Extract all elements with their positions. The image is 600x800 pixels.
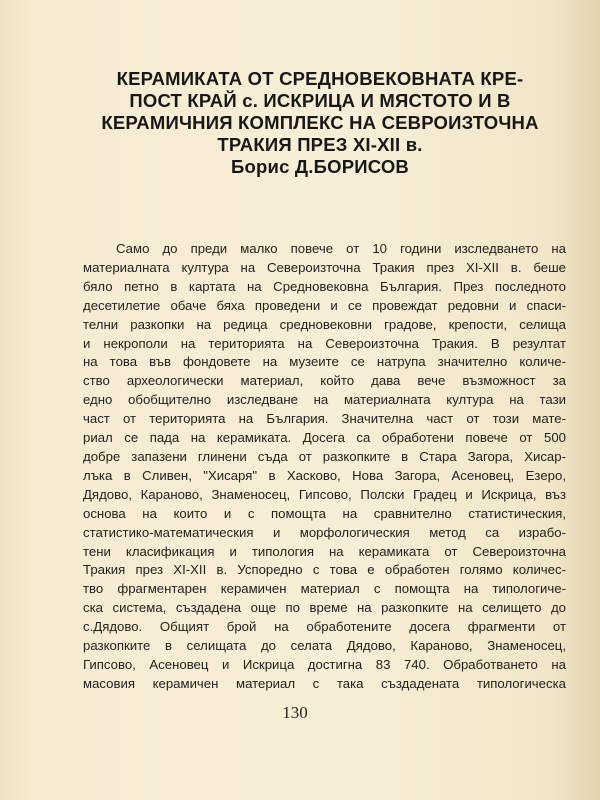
text-line: добре запазени глинени съда от разкопките в Стара Загора, Хисар- — [83, 448, 566, 464]
text-line: разкопките в селищата до селата Дядово, Караново, Знаменосец, — [83, 638, 566, 654]
text-line: ство археологически материал, който дава вече възможност за — [83, 373, 566, 389]
body-paragraph — [83, 240, 566, 694]
text-line: и некрополи на територията на Североизточна Тракия. В резултат — [83, 335, 566, 351]
text-line: Дядово, Караново, Знаменосец, Гипсово, Полски Градец и Искрица, въз — [83, 486, 566, 502]
text-line: Тракия през XI-XII в. Успоредно с това е обработен голямо количес- — [83, 562, 566, 578]
text-line: материалната култура на Североизточна Тракия през XI-XII в. беше — [83, 259, 566, 275]
article-title-line: ПОСТ КРАЙ с. ИСКРИЦА И МЯСТОТО И В — [129, 90, 511, 111]
text-line: част от територията на България. Значителна част от този мате- — [83, 411, 566, 427]
text-line: Гипсово, Асеновец и Искрица достигна 83 740. Обработването на — [83, 656, 566, 672]
article-title-line: ТРАКИЯ ПРЕЗ XI-XII в. — [217, 134, 423, 155]
article-title-line: КЕРАМИКАТА ОТ СРЕДНОВЕКОВНАТА КРЕ- — [116, 68, 524, 89]
text-line: статистико-математическия и морфологическия метод са израбо- — [83, 524, 566, 540]
text-line: бяло петно в картата на Средновековна България. През последното — [83, 278, 566, 294]
page-number: 130 — [282, 703, 308, 722]
text-line: с.Дядово. Общият брой на обработените досега фрагменти от — [83, 619, 566, 635]
text-line: ска система, създадена още по време на разкопките на селището до — [83, 600, 566, 616]
text-line: лъка в Сливен, "Хисаря" в Хасково, Нова Загора, Асеновец, Езеро, — [83, 467, 566, 483]
text-line: десетилетие обаче бяха проведени и се провеждат редовни и спаси- — [83, 297, 566, 313]
article-title-block — [60, 68, 580, 178]
author-name: Борис Д.БОРИСОВ — [231, 156, 409, 177]
text-line: телни разкопки на редица средновековни градове, крепости, селища — [83, 316, 566, 332]
text-line: тени класификация и типология на керамиката от Североизточна — [83, 543, 566, 559]
text-line: тво фрагментарен керамичен материал с помощта на типологиче- — [83, 581, 566, 597]
text-line: едно обобщително изследване на материалната култура на тази — [83, 392, 566, 408]
text-line: Само до преди малко повече от 10 години изследването на — [116, 241, 566, 256]
text-line: на това във фондовете на музеите се натрупа значително количе- — [83, 354, 566, 370]
text-line: риал се пада на керамиката. Досега са обработени повече от 500 — [83, 430, 566, 446]
text-line: масовия керамичен материал с така създадената типологическа — [83, 675, 566, 691]
text-line: основа на които и с помощта на сравнително статистическия, — [83, 505, 566, 521]
article-title-line: КЕРАМИЧНИЯ КОМПЛЕКС НА СЕВРОИЗТОЧНА — [101, 112, 539, 133]
